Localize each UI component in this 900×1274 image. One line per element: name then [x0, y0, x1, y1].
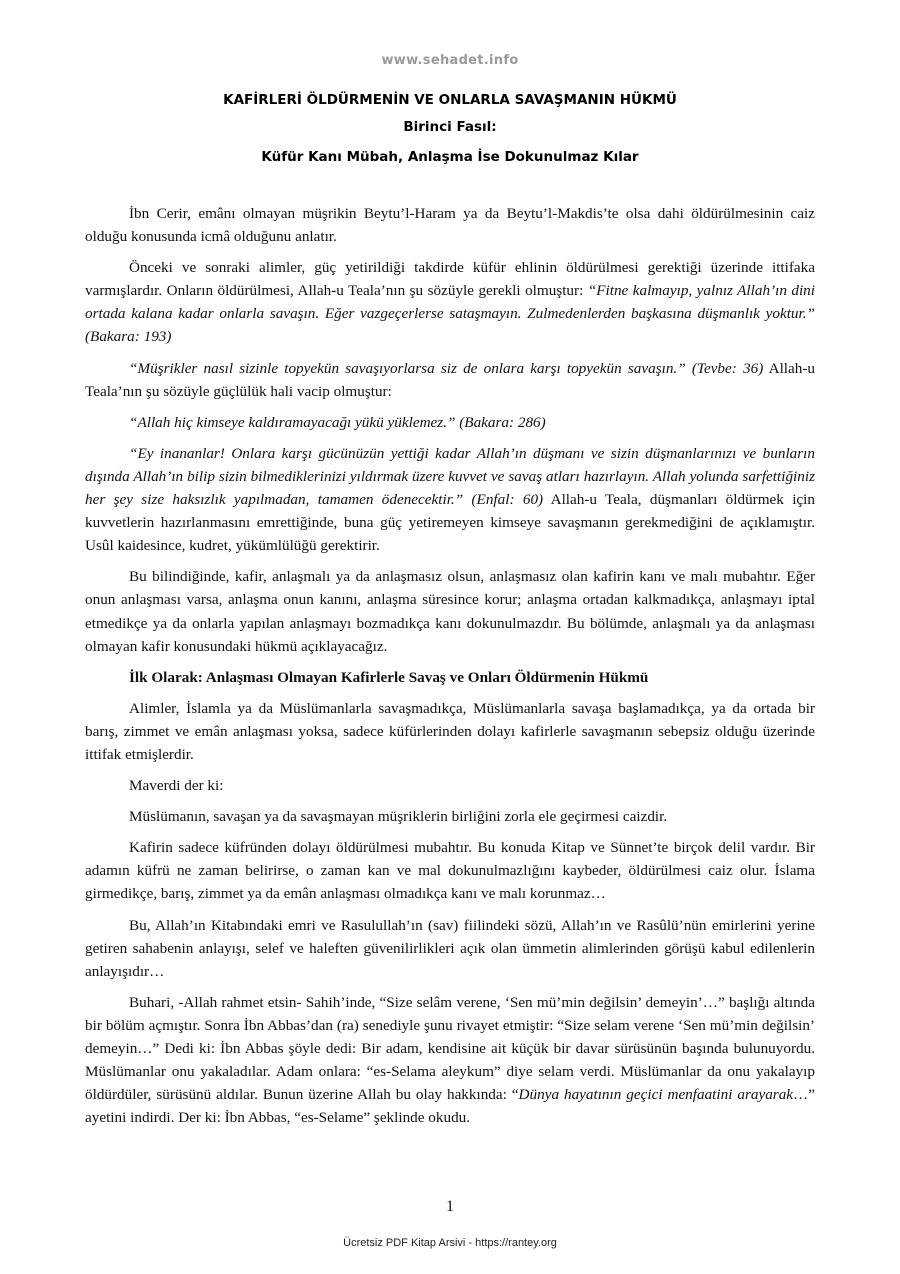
paragraph-9: Müslümanın, savaşan ya da savaşmayan müşriklerin birliğini zorla ele geçirmesi caizdir. — [129, 808, 668, 826]
paragraph-3-text: Allah-u Teala’nın şu sözüyle güçlülük hali vacip olmuştur: — [85, 359, 816, 400]
paragraph-12 — [85, 991, 815, 1130]
paragraph-2 — [85, 256, 815, 348]
section-subheading: İlk Olarak: Anlaşması Olmayan Kafirlerle Savaş ve Onları Öldürmenin Hükmü — [129, 668, 649, 686]
chapter-subtitle: Küfür Kanı Mübah, Anlaşma İse Dokunulmaz Kılar — [261, 149, 639, 165]
paragraph-3 — [85, 357, 815, 403]
quote-tevbe-36: “Müşrikler nasıl sizinle topyekün savaşıyorlarsa siz de onlara karşı topyekün savaşın.” (Tevbe: 36) — [129, 359, 764, 377]
paragraph-2-text: Önceki ve sonraki alimler, güç yetirildiği takdirde küfür ehlinin öldürülmesi gerektiği üzerinde ittifaka varmışlardır. Onların öldürülmesi, Allah-u Teala’nın şu sözüyle gerekli olmuştur: — [85, 259, 815, 300]
chapter-heading: Birinci Fasıl: — [403, 119, 497, 135]
footer-credit: Ücretsiz PDF Kitap Arsivi - https://rantey.org — [343, 1237, 557, 1249]
paragraph-5-text: Allah-u Teala, düşmanları öldürmek için kuvvetlerin hazırlanmasını emrettiğinde, buna güç yetiremeyen kimseye savaşmanın gerekmediğini de açıklamıştır. Usûl kaidesince, kudret, yükümlülüğü gerektirir. — [85, 491, 815, 555]
paragraph-11: Bu, Allah’ın Kitabındaki emri ve Rasulullah’ın (sav) fiilindeki sözü, Allah’ın ve Rasûlü’nün emirlerini yerine getiren sahabenin anlayışı, selef ve haleften güvenilirlikleri açık olan ümmetin alimlerinden görüşü kabul edilenlerin anlayışıdır… — [85, 916, 815, 980]
paragraph-8: Maverdi der ki: — [129, 777, 224, 795]
quote-bakara-286: “Allah hiç kimseye kaldıramayacağı yükü yüklemez.” (Bakara: 286) — [129, 413, 546, 431]
document-title: KAFİRLERİ ÖLDÜRMENİN VE ONLARLA SAVAŞMANIN HÜKMÜ — [223, 92, 677, 108]
page-number: 1 — [446, 1198, 454, 1215]
paragraph-1: İbn Cerir, emânı olmayan müşrikin Beytu’l-Haram ya da Beytu’l-Makdis’te olsa dahi öldürülmesinin caiz olduğu konusunda icmâ olduğunu anlatır. — [85, 205, 815, 246]
paragraph-5 — [85, 442, 815, 557]
paragraph-10: Kafirin sadece küfründen dolayı öldürülmesi mubahtır. Bu konuda Kitap ve Sünnet’te birçok delil vardır. Bir adamın küfrü ne zaman belirirse, o zaman kan ve mal dokunulmazlığını kaybeder, öldürülmesi caiz olur. İslama girmedikçe, barış, zimmet ya da emân anlaşması olmadıkça kanı ve malı korunmaz… — [85, 839, 815, 903]
quote-enfal-60: “Ey inananlar! Onlara karşı gücünüzün yettiği kadar Allah’ın düşmanı ve sizin düşmanlarınızı ve bunların dışında Allah’ın bilip sizin bilmediklerinizi yıldırmak üzere kuvvet ve savaş atları hazırlayın. Allah yolunda sarfettiğiniz her şey size haksızlık yapılmadan, tamamen ödenecektir.” (Enfal: 60) — [85, 444, 815, 509]
paragraph-12-end: …” ayetini indirdi. Der ki: İbn Abbas, “es-Selame” şeklinde okudu. — [85, 1086, 815, 1127]
paragraph-12-text: Buhari, -Allah rahmet etsin- Sahih’inde, “Size selâm verene, ‘Sen mü’min değilsin’ demeyin’…” başlığı altında bir bölüm açmıştır. Sonra İbn Abbas’dan (ra) senediyle şunu rivayet etmiştir: “Size selam verene ‘Sen mü’min değilsin’ demeyin…” Dedi ki: İbn Abbas şöyle dedi: Bir adam, kendisine ait küçük bir davar sürüsünün başında bulunuyordu. Müslümanlar onu yakaladılar. Adam onlara: “es-Selama aleykum” diye selam verdi. Müslümanlar da onu yakalayıp öldürdüler, sürüsünü aldılar. Bunun üzerine Allah bu olay hakkında: “ — [85, 993, 815, 1104]
quote-bakara-193: “Fitne kalmayıp, yalnız Allah’ın dini ortada kalana kadar onlarla savaşın. Eğer vazgeçerlerse sataşmayın. Zulmedenlerden başkasına düşmanlık yoktur.” (Bakara: 193) — [85, 282, 815, 346]
paragraph-4 — [85, 411, 815, 434]
paragraph-6: Bu bilindiğinde, kafir, anlaşmalı ya da anlaşmasız olsun, anlaşmasız olan kafirin kanı ve malı mubahtır. Eğer onun anlaşması varsa, anlaşma onun kanını, anlaşma süresince korur; anlaşma ortadan kalkmadıkça, anlaşmayı iptal etmedikçe ya da onlarla yapılan anlaşmayı bozmadıkça kanı dokunulmazdır. Bu bölümde, anlaşmalı ya da anlaşması olmayan kafir konusundaki hükmü açıklayacağız. — [85, 568, 815, 655]
document-body — [85, 202, 815, 1137]
quote-nisa-94: Dünya hayatının geçici menfaatini arayarak — [518, 1086, 794, 1104]
site-url: www.sehadet.info — [381, 53, 519, 68]
paragraph-7: Alimler, İslamla ya da Müslümanlarla savaşmadıkça, Müslümanlarla savaşa başlamadıkça, ya da ortada bir barış, zimmet ve emân anlaşması yoksa, sadece küfürlerinden dolayı kafirlerle savaşmanın sebepsiz olduğu üzerinde ittifak etmişlerdir. — [85, 699, 815, 763]
